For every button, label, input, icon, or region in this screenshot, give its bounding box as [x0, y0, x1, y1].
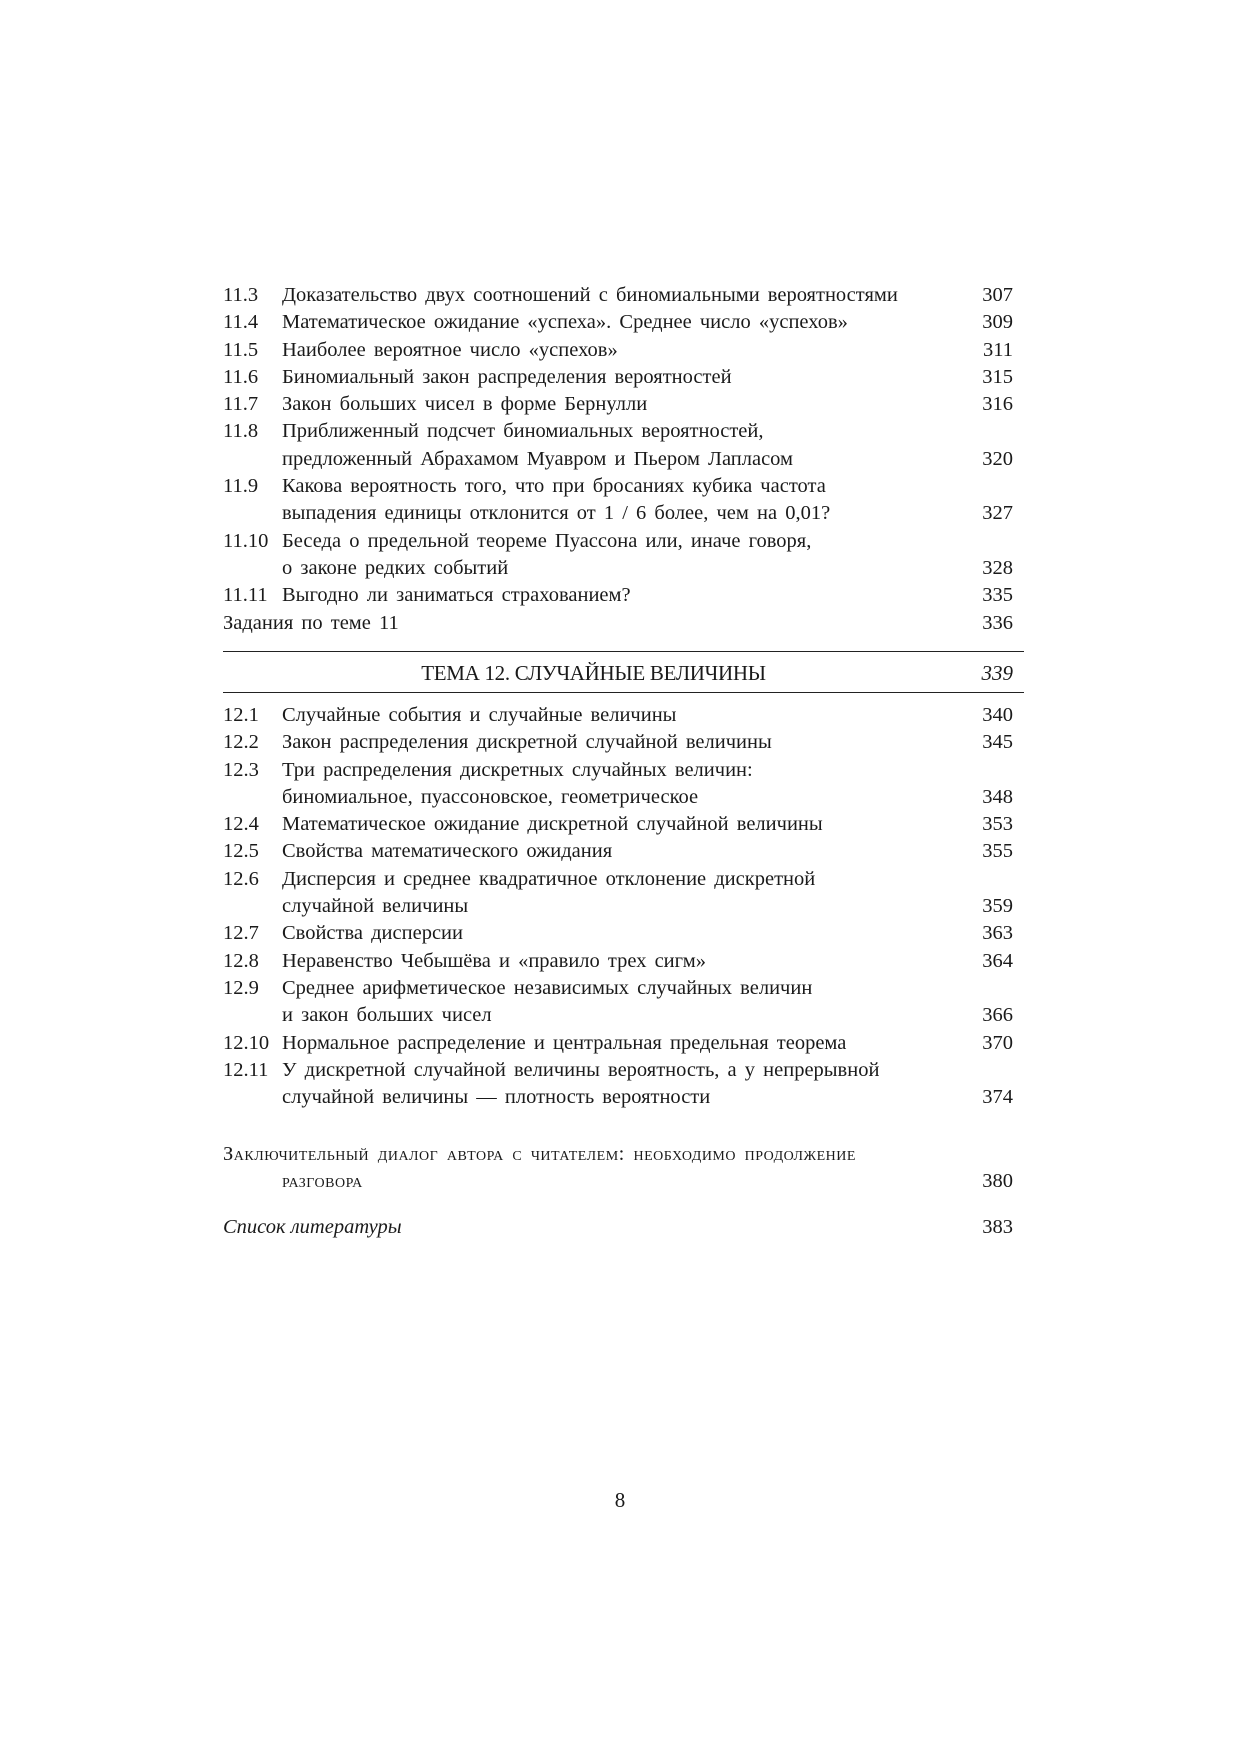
entry-title	[282, 1057, 964, 1112]
toc-entry[interactable]	[223, 582, 1024, 609]
toc-entry[interactable]	[223, 702, 1024, 729]
entry-title	[282, 757, 964, 812]
entry-title	[282, 975, 964, 1030]
entry-title-line: Выгодно ли заниматься страхованием?	[282, 584, 631, 607]
toc-entry[interactable]	[223, 337, 1024, 364]
entry-page: 363	[982, 922, 1013, 945]
entry-title	[282, 920, 964, 947]
entry-title-line: Нормальное распределение и центральная предельная теорема	[282, 1031, 847, 1054]
toc-entry[interactable]	[223, 975, 1024, 1030]
entry-number: 12.4	[223, 813, 259, 836]
entry-number: 12.11	[223, 1058, 269, 1081]
entry-page: 335	[982, 584, 1013, 607]
entry-title	[282, 473, 964, 528]
entry-page: 307	[982, 284, 1013, 306]
literature-page: 383	[982, 1216, 1013, 1238]
entry-page: 345	[982, 731, 1013, 754]
toc-entry[interactable]	[223, 282, 1024, 309]
entry-page: 336	[982, 611, 1013, 634]
entry-title-line: выпадения единицы отклонится от 1 / 6 более, чем на 0,01?	[282, 502, 831, 525]
entry-title	[282, 1030, 964, 1057]
theme-12-title: ТЕМА 12. СЛУЧАЙНЫЕ ВЕЛИЧИНЫ	[421, 661, 766, 685]
entry-title	[282, 582, 964, 609]
toc-entry[interactable]	[223, 838, 1024, 865]
theme-12-page: 339	[981, 661, 1013, 685]
entry-title	[223, 610, 964, 637]
toc-section-11	[223, 282, 1024, 637]
entry-title-line: Какова вероятность того, что при бросаниях кубика частота	[282, 475, 826, 498]
divider-bottom	[223, 692, 1024, 693]
entry-number: 11.11	[223, 584, 268, 607]
entry-page: 355	[982, 840, 1013, 863]
toc-entry[interactable]	[223, 948, 1024, 975]
entry-number: 11.10	[223, 529, 269, 552]
entry-title-line: Математическое ожидание «успеха». Среднее число «успехов»	[282, 311, 848, 334]
entry-title-line: Закон распределения дискретной случайной величины	[282, 731, 772, 754]
literature-title: Список литературы	[223, 1216, 402, 1238]
entry-number: 11.5	[223, 338, 259, 361]
toc-section-12	[223, 702, 1024, 1111]
entry-number: 12.6	[223, 867, 259, 890]
entry-title	[282, 528, 964, 583]
toc-entry[interactable]	[223, 364, 1024, 391]
entry-number: 11.4	[223, 311, 259, 334]
final-dialog-page: 380	[982, 1170, 1013, 1193]
entry-page: 353	[982, 813, 1013, 836]
entry-title	[282, 866, 964, 921]
entry-title-line: У дискретной случайной величины вероятность, а у непрерывной	[282, 1058, 880, 1081]
entry-title	[282, 811, 964, 838]
entry-page: 311	[983, 338, 1013, 361]
toc-entry[interactable]	[223, 729, 1024, 756]
entry-title-line: Закон больших чисел в форме Бернулли	[282, 393, 648, 416]
entry-title-line: Задания по теме 11	[223, 611, 399, 634]
entry-page: 327	[982, 502, 1013, 525]
entry-number: 11.9	[223, 475, 259, 498]
divider-top	[223, 651, 1024, 652]
toc-entry[interactable]	[223, 811, 1024, 838]
entry-title	[282, 948, 964, 975]
entry-page: 370	[982, 1031, 1013, 1054]
entry-title	[282, 282, 964, 309]
entry-page: 340	[982, 704, 1013, 726]
toc-entry[interactable]	[223, 1057, 1024, 1112]
entry-title-line: Среднее арифметическое независимых случайных величин	[282, 976, 813, 999]
toc-entry[interactable]	[223, 309, 1024, 336]
entry-number: 11.7	[223, 393, 259, 416]
entry-page: 328	[982, 556, 1013, 579]
entry-title-line: Три распределения дискретных случайных величин:	[282, 758, 753, 781]
entry-page: 359	[982, 895, 1013, 918]
toc-entry[interactable]	[223, 473, 1024, 528]
toc-entry[interactable]	[223, 866, 1024, 921]
entry-page: 316	[982, 393, 1013, 416]
page-number: 8	[614, 1488, 626, 1512]
toc-entry[interactable]	[223, 920, 1024, 947]
toc-entry[interactable]	[223, 757, 1024, 812]
entry-title-line: и закон больших чисел	[282, 1004, 492, 1027]
entry-page: 374	[982, 1086, 1013, 1109]
entry-page: 366	[982, 1004, 1013, 1027]
entry-title	[282, 364, 964, 391]
toc-entry[interactable]	[223, 418, 1024, 473]
entry-title	[282, 418, 964, 473]
entry-number: 12.8	[223, 949, 259, 972]
entry-title	[282, 729, 964, 756]
final-dialog-line2: разговора	[282, 1170, 363, 1193]
entry-title-line: Неравенство Чебышёва и «правило трех сигм»	[282, 949, 707, 972]
entry-number: 12.10	[223, 1031, 270, 1054]
entry-title-line: Дисперсия и среднее квадратичное отклонение дискретной	[282, 867, 816, 890]
toc-entry[interactable]	[223, 1030, 1024, 1057]
entry-title	[282, 391, 964, 418]
entry-title-line: Свойства дисперсии	[282, 922, 463, 945]
entry-title	[282, 838, 964, 865]
entry-number: 11.8	[223, 420, 259, 443]
final-dialog-line1: Заключительный диалог автора с читателем: необходимо продолжение	[223, 1143, 856, 1165]
entry-title-line: Математическое ожидание дискретной случайной величины	[282, 813, 823, 836]
entry-title-line: Беседа о предельной теореме Пуассона или, иначе говоря,	[282, 529, 812, 552]
entry-title	[282, 337, 964, 364]
entry-title-line: Наиболее вероятное число «успехов»	[282, 338, 618, 361]
entry-title-line: Доказательство двух соотношений с биномиальными вероятностями	[282, 284, 898, 306]
entry-number: 11.3	[223, 284, 259, 306]
toc-entry[interactable]	[223, 610, 1024, 637]
entry-page: 320	[982, 447, 1013, 470]
entry-number: 12.9	[223, 976, 259, 999]
entry-title-line: предложенный Абрахамом Муавром и Пьером Лапласом	[282, 447, 794, 470]
entry-number: 12.1	[223, 704, 259, 726]
entry-title-line: Приближенный подсчет биномиальных вероятностей,	[282, 420, 764, 443]
toc-literature[interactable]	[223, 1214, 1024, 1241]
entry-title-line: о законе редких событий	[282, 556, 509, 579]
entry-title-line: Свойства математического ожидания	[282, 840, 613, 863]
entry-page: 309	[982, 311, 1013, 334]
entry-title	[282, 702, 964, 729]
entry-number: 12.5	[223, 840, 259, 863]
entry-page: 348	[982, 785, 1013, 808]
entry-title-line: Биномиальный закон распределения вероятностей	[282, 365, 732, 388]
entry-title-line: случайной величины	[282, 895, 469, 918]
toc-entry[interactable]	[223, 528, 1024, 583]
toc-final-dialog[interactable]	[223, 1141, 1024, 1196]
entry-number: 11.6	[223, 365, 259, 388]
entry-title	[282, 309, 964, 336]
entry-page: 364	[982, 949, 1013, 972]
theme-12-heading[interactable]	[223, 657, 1024, 689]
toc-entry[interactable]	[223, 391, 1024, 418]
entry-title-line: Случайные события и случайные величины	[282, 704, 677, 726]
entry-number: 12.7	[223, 922, 259, 945]
entry-number: 12.3	[223, 758, 259, 781]
entry-page: 315	[982, 365, 1013, 388]
entry-title-line: биномиальное, пуассоновское, геометрическое	[282, 785, 699, 808]
entry-title-line: случайной величины — плотность вероятности	[282, 1086, 711, 1109]
entry-number: 12.2	[223, 731, 259, 754]
